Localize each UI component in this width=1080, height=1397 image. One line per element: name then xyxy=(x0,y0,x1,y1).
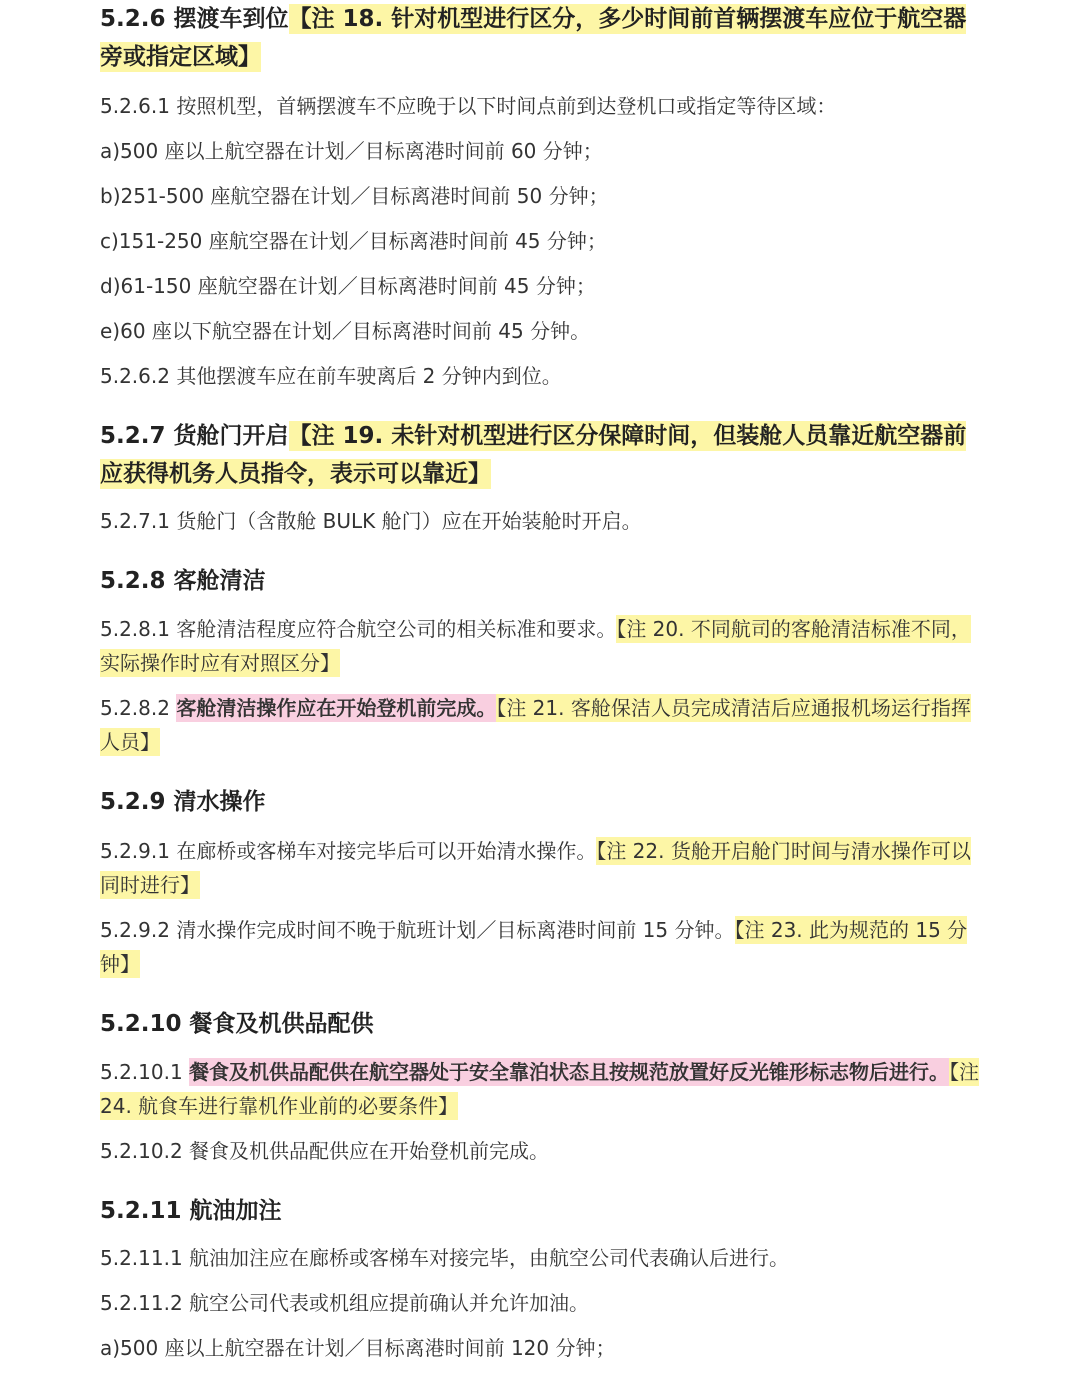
note-24: 【注 24. 航食车进行靠机作业前的必要条件】 xyxy=(100,1060,980,1118)
paragraph-5-2-8-1 xyxy=(100,612,985,680)
note-21: 【注 21. 客舱保洁人员完成清洁后应通报机场运行指挥人员】 xyxy=(100,696,971,754)
paragraph-5-2-10-2: 5.2.10.2 餐食及机供品配供应在开始登机前完成。 xyxy=(100,1139,550,1163)
paragraph-text: 5.2.9.2 清水操作完成时间不晚于航班计划／目标离港时间前 15 分钟。 xyxy=(100,918,735,942)
paragraph-5-2-8-2 xyxy=(100,691,985,759)
section-heading-5-2-11: 5.2.11 航油加注 xyxy=(100,1198,282,1224)
paragraph-text: 5.2.9.1 在廊桥或客梯车对接完毕后可以开始清水操作。 xyxy=(100,839,597,863)
note-23: 【注 23. 此为规范的 15 分钟】 xyxy=(100,918,968,976)
list-item-b: b)251-500 座航空器在计划／目标离港时间前 50 分钟； xyxy=(100,184,609,208)
paragraph-5-2-9-1 xyxy=(100,834,985,902)
paragraph-5-2-7-1: 5.2.7.1 货舱门（含散舱 BULK 舱门）应在开始装舱时开启。 xyxy=(100,509,642,533)
paragraph-5-2-9-2 xyxy=(100,913,985,981)
list-item-d: d)61-150 座航空器在计划／目标离港时间前 45 分钟； xyxy=(100,274,596,298)
paragraph-number: 5.2.10.1 xyxy=(100,1060,190,1084)
paragraph-5-2-6-1: 5.2.6.1 按照机型，首辆摆渡车不应晚于以下时间点前到达登机口或指定等待区域： xyxy=(100,94,837,118)
emphasis-highlight: 客舱清洁操作应在开始登机前完成。 xyxy=(176,696,497,720)
section-heading-5-2-10: 5.2.10 餐食及机供品配供 xyxy=(100,1011,374,1037)
paragraph-text: 5.2.8.1 客舱清洁程度应符合航空公司的相关标准和要求。 xyxy=(100,617,617,641)
section-heading-5-2-6 xyxy=(100,0,985,76)
note-19: 【注 19. 未针对机型进行区分保障时间，但装舱人员靠近航空器前应获得机务人员指令，表示可以靠近】 xyxy=(100,423,967,487)
paragraph-5-2-11-2: 5.2.11.2 航空公司代表或机组应提前确认并允许加油。 xyxy=(100,1291,590,1315)
list-item-c: c)151-250 座航空器在计划／目标离港时间前 45 分钟； xyxy=(100,229,607,253)
list-item-a: a)500 座以上航空器在计划／目标离港时间前 60 分钟； xyxy=(100,139,603,163)
note-18: 【注 18. 针对机型进行区分，多少时间前首辆摆渡车应位于航空器旁或指定区域】 xyxy=(100,6,967,70)
list-item-e: e)60 座以下航空器在计划／目标离港时间前 45 分钟。 xyxy=(100,319,591,343)
paragraph-5-2-10-1 xyxy=(100,1055,985,1123)
paragraph-5-2-6-2: 5.2.6.2 其他摆渡车应在前车驶离后 2 分钟内到位。 xyxy=(100,364,562,388)
heading-title: 5.2.7 货舱门开启 xyxy=(100,423,289,449)
emphasis-highlight: 餐食及机供品配供在航空器处于安全靠泊状态且按规范放置好反光锥形标志物后进行。 xyxy=(189,1060,950,1084)
paragraph-5-2-11-1: 5.2.11.1 航油加注应在廊桥或客梯车对接完毕，由航空公司代表确认后进行。 xyxy=(100,1246,790,1270)
heading-title: 5.2.6 摆渡车到位 xyxy=(100,6,289,32)
paragraph-number: 5.2.8.2 xyxy=(100,696,177,720)
note-22: 【注 22. 货舱开启舱门时间与清水操作可以同时进行】 xyxy=(100,839,971,897)
section-heading-5-2-9: 5.2.9 清水操作 xyxy=(100,789,266,815)
note-20: 【注 20. 不同航司的客舱清洁标准不同，实际操作时应有对照区分】 xyxy=(100,617,971,675)
section-heading-5-2-7 xyxy=(100,417,985,493)
list-item-a: a)500 座以上航空器在计划／目标离港时间前 120 分钟； xyxy=(100,1336,616,1360)
section-heading-5-2-8: 5.2.8 客舱清洁 xyxy=(100,568,266,594)
